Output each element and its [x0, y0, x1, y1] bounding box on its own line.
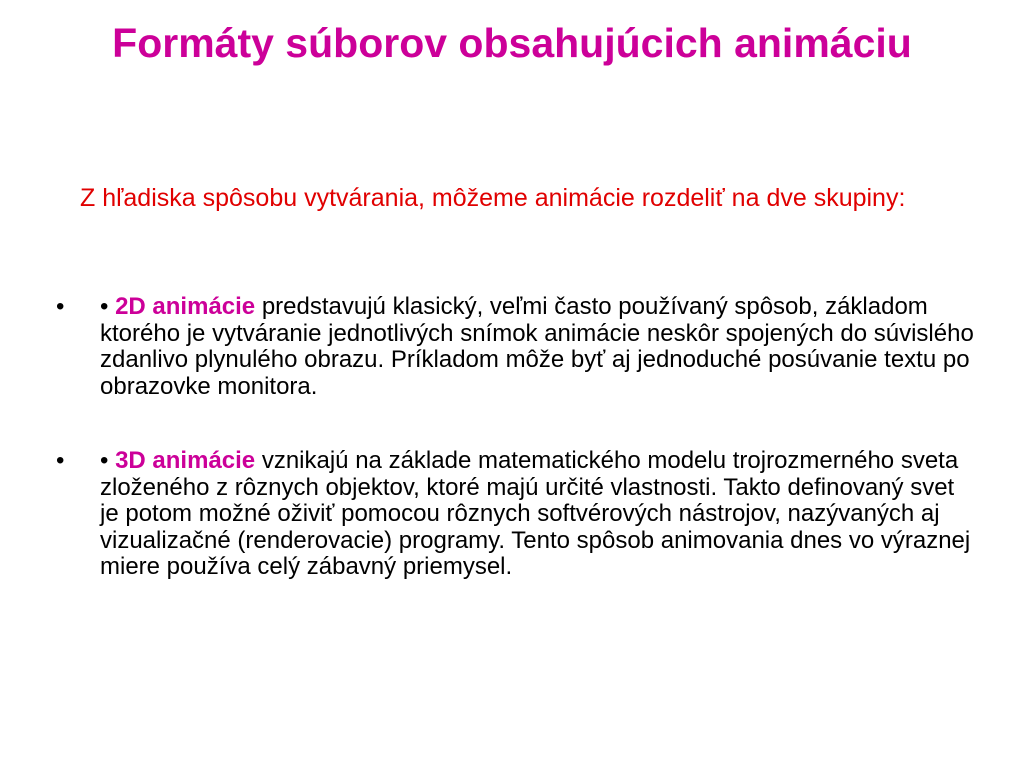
bullet-icon: •	[56, 447, 65, 474]
intro-text: Z hľadiska spôsobu vytvárania, môžeme animácie rozdeliť na dve skupiny:	[80, 184, 906, 212]
bullet-list	[56, 294, 976, 581]
bullet-text-2d: predstavujú klasický, veľmi často používaný spôsob, základom ktorého je vytváranie jednotlivých snímok animácie neskôr spojených do súvislého zdanlivo plynulého obrazu. Príkladom môže byť aj jednoduché posúvanie textu po obrazovke monitora.	[100, 293, 974, 400]
term-2d-animacie: 2D animácie	[115, 293, 256, 320]
bullet-text-3d: vznikajú na základe matematického modelu trojrozmerného sveta zloženého z rôznych objektov, ktoré majú určité vlastnosti. Takto definovaný svet je potom možné oživiť pomocou rôznych softvérových nástrojov, nazývaných aj vizualizačné (renderovacie) programy. Tento spôsob animovania dnes vo výraznej miere používa celý zábavný priemysel.	[100, 447, 971, 580]
bullet-item-3d	[56, 448, 976, 581]
slide-title: Formáty súborov obsahujúcich animáciu	[112, 20, 912, 66]
inline-bullet: •	[100, 293, 116, 320]
term-3d-animacie: 3D animácie	[115, 447, 256, 474]
inline-bullet: •	[100, 447, 116, 474]
bullet-item-2d	[56, 294, 976, 400]
bullet-icon: •	[56, 293, 65, 320]
